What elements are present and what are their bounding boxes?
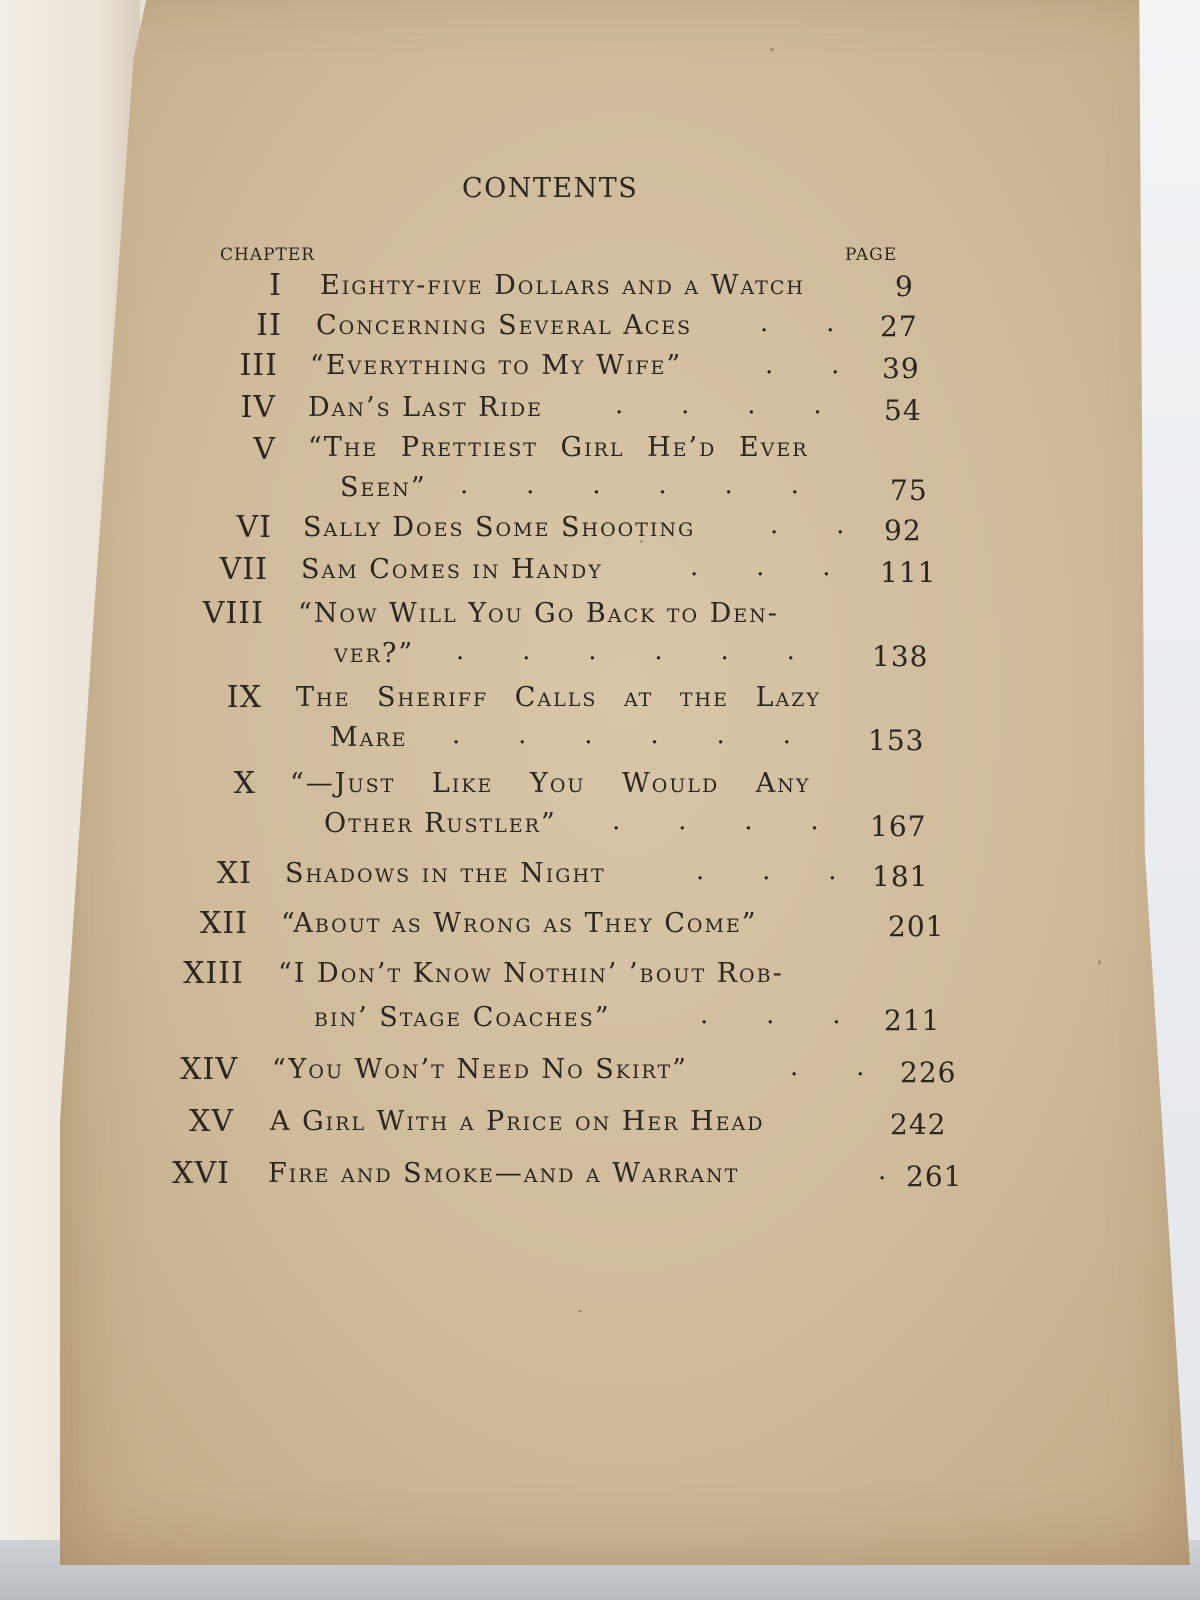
dot-leader: . . . . . . (452, 720, 791, 750)
chapter-number: IV (240, 390, 276, 425)
dot-leader: . . (765, 350, 840, 380)
chapter-number: I (269, 268, 282, 303)
chapter-number: XIV (180, 1052, 238, 1087)
page-number: 242 (890, 1108, 947, 1141)
chapter-title-continuation: Mare (330, 722, 408, 753)
chapter-number: XVI (172, 1156, 230, 1191)
dot-leader: . . (760, 308, 835, 338)
page-number: 153 (868, 724, 925, 757)
dot-leader: . (878, 1156, 887, 1186)
chapter-number: XII (199, 906, 248, 941)
chapter-title: A Girl With a Price on Her Head (270, 1106, 765, 1137)
chapter-title: Sam Comes in Handy (301, 554, 603, 585)
page-number: 111 (880, 556, 937, 589)
page-number: 201 (888, 910, 945, 943)
chapter-title-continuation: ver?” (334, 638, 415, 669)
chapter-title: “About as Wrong as They Come” (281, 908, 758, 939)
page-number: 27 (880, 310, 918, 343)
dot-leader: . . . . (615, 390, 822, 420)
page-number: 75 (890, 474, 928, 507)
dot-leader: . . (770, 510, 845, 540)
chapter-title: Sally Does Some Shooting (303, 512, 696, 543)
page-column-header: PAGE (845, 245, 898, 265)
chapter-title: “Everything to My Wife” (310, 350, 683, 381)
page-number: 261 (906, 1160, 963, 1193)
chapter-title: “—Just Like You Would Any (290, 768, 811, 799)
page-number: 9 (895, 270, 914, 303)
page-title: CONTENTS (462, 173, 639, 204)
chapter-number: V (253, 432, 276, 467)
page-number: 138 (872, 640, 929, 673)
page-number: 167 (870, 810, 927, 843)
chapter-title: Fire and Smoke—and a Warrant (268, 1158, 740, 1189)
dot-leader: . . . (696, 856, 837, 886)
page-number: 226 (900, 1056, 957, 1089)
page-number: 39 (882, 352, 920, 385)
dot-leader: . . . . . . (456, 636, 795, 666)
chapter-number: XI (216, 856, 252, 891)
chapter-title: “Now Will You Go Back to Den- (298, 598, 779, 629)
chapter-title: “You Won’t Need No Skirt” (272, 1054, 688, 1085)
chapter-title: “The Prettiest Girl He’d Ever (308, 432, 809, 463)
chapter-number: II (256, 308, 282, 343)
chapter-number: III (239, 348, 278, 383)
chapter-title-continuation: Other Rustler” (324, 808, 557, 839)
dot-leader: . . (790, 1052, 865, 1082)
chapter-number: X (233, 766, 256, 801)
chapter-number: VI (236, 510, 272, 545)
chapter-title: Shadows in the Night (285, 858, 606, 889)
chapter-title-continuation: bin’ Stage Coaches” (314, 1002, 611, 1033)
dot-leader: . . . (700, 1000, 841, 1030)
chapter-number: XV (188, 1104, 234, 1139)
page-number: 211 (884, 1004, 941, 1037)
chapter-title: Concerning Several Aces (316, 310, 693, 341)
page-number: 54 (884, 394, 922, 427)
page-number: 181 (872, 860, 929, 893)
chapter-title: “I Don’t Know Nothin’ ’bout Rob- (278, 958, 784, 989)
chapter-number: XIII (183, 956, 244, 991)
dot-leader: . . . . (612, 806, 819, 836)
page-number: 92 (884, 514, 922, 547)
chapter-number: VIII (202, 596, 264, 631)
chapter-number: VII (219, 552, 268, 587)
chapter-title-continuation: Seen” (340, 472, 427, 503)
chapter-title: Dan’s Last Ride (308, 392, 544, 423)
chapter-number: IX (226, 680, 262, 715)
chapter-column-header: CHAPTER (220, 245, 316, 265)
chapter-title: The Sheriff Calls at the Lazy (296, 682, 821, 713)
dot-leader: . . . . . . (460, 470, 799, 500)
chapter-title: Eighty-five Dollars and a Watch (320, 270, 805, 301)
dot-leader: . . . (690, 552, 831, 582)
